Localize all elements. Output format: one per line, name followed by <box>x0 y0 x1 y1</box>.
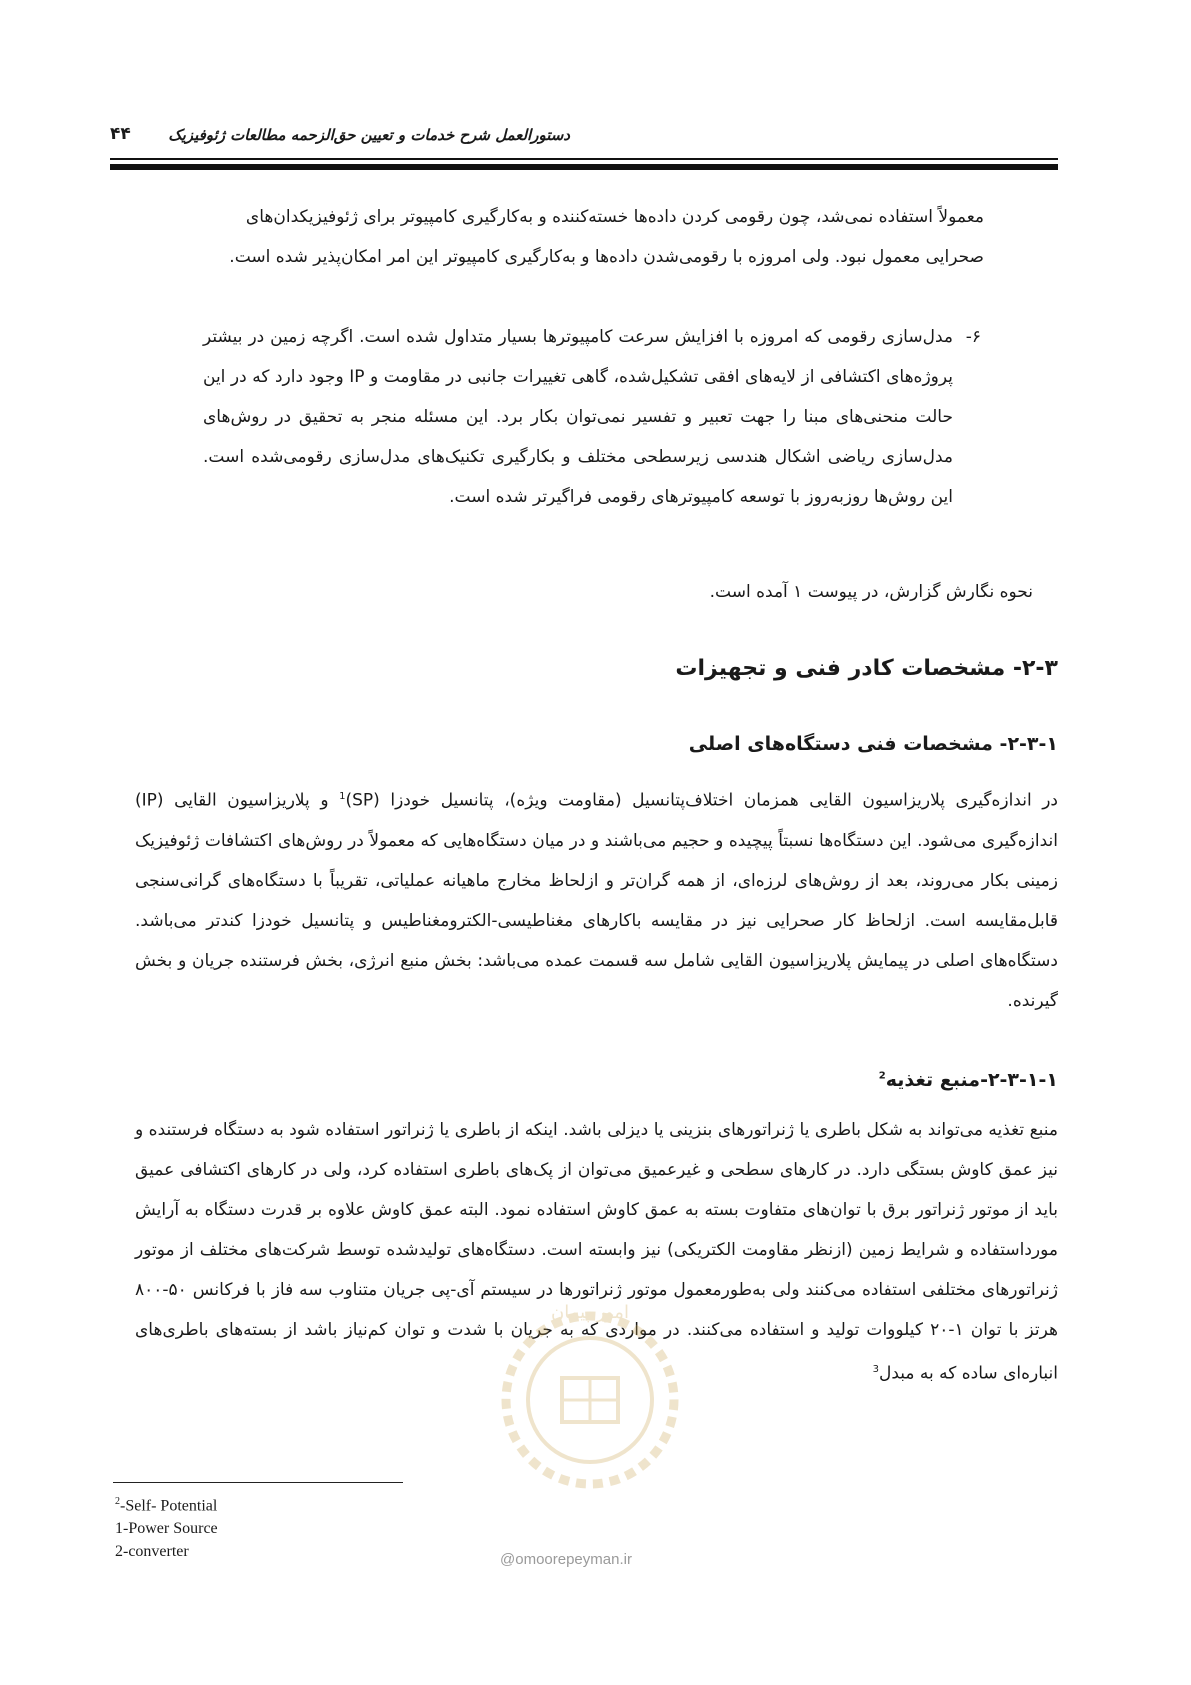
page-number: ۴۴ <box>110 124 131 144</box>
footnote-separator <box>113 1482 403 1483</box>
footnote-2: 1-Power Source <box>115 1520 218 1538</box>
footnote-3: 2-converter <box>115 1543 189 1561</box>
power-paragraph: منبع تغذیه می‌تواند به شکل باطری یا ژنراتورهای بنزینی یا دیزلی باشد. اینکه از باطری یا ژنراتور استفاده شود به دستگاه فرستنده و نیز عمق کاوش بستگی دارد. در کارهای سطحی و غیرعمیق می‌توان از پک‌های باطری استفاده کرد، ولی در کارهای اکتشافی عمیق باید از موتور ژنراتور برق با توان‌های متفاوت بسته به عمق کاوش استفاده نمود. البته عمق کاوش علاوه بر قدرت دستگاه به آرایش مورداستفاده و شرایط زمین (ازنظر مقاومت الکتریکی) نیز وابسته است. دستگاه‌های تولیدشده توسط شرکت‌های مختلف از موتور ژنراتورهای مختلفی استفاده می‌کنند ولی به‌طورمعمول موتور ژنراتورها در سیستم آی-پی جریان متناوب سه فاز با فرکانس ۵۰-۸۰۰ هرتز با توان ۱-۲۰ کیلووات تولید و استفاده می‌کنند. در مواردی که به جریان با شدت و توان کم‌نیاز باشد از بسته‌های باطری‌های انباره‌ای ساده که به مبدل$^3$ <box>135 1120 1058 1384</box>
footnote-1: $^2$-Self- Potential <box>115 1496 218 1515</box>
running-header <box>110 126 1058 150</box>
intro-line-2: صحرایی معمول نبود. ولی امروزه با رقومی‌شدن داده‌ها و به‌کارگیری کامپیوتر این امر امکان‌پذیر شده است. <box>229 247 984 267</box>
watermark-logo <box>490 1280 690 1520</box>
intro-paragraph <box>204 197 984 277</box>
footnote-ref-2: 2 <box>878 1070 886 1082</box>
list-item-text: مدل‌سازی رقومی که امروزه با افزایش سرعت کامپیوترها بسیار متداول شده است. اگرچه زمین در بیشتر پروژه‌های اکتشافی از لایه‌های افقی تشکیل‌شده، گاهی تغییرات جانبی در مقاومت و IP وجود دارد که در این حالت منحنی‌های مبنا را جهت تعبیر و تفسیر نمی‌توان بکار برد. این مسئله منجر به تحقیق در روش‌های مدل‌سازی ریاضی اشکال هندسی زیرسطحی مختلف و بکارگیری تکنیک‌های مدل‌سازی رقومی‌شده است. این روش‌ها روزبه‌روز با توسعه کامپیوترهای رقومی فراگیرتر شده است. <box>203 327 953 507</box>
intro-line-1: معمولاً استفاده نمی‌شد، چون رقومی کردن داده‌ها خسته‌کننده و به‌کارگیری کامپیوتر برای ژئوفیزیکدان‌های <box>245 207 984 227</box>
subsubsection-heading: ۲-۳-۱-۱-منبع تغذیه$^2$ <box>878 1069 1058 1091</box>
section-heading: ۲-۳- مشخصات کادر فنی و تجهیزات <box>675 656 1058 681</box>
watermark-logo-text: امور پیمان <box>551 1302 629 1323</box>
header-rule-thick <box>110 164 1058 170</box>
footnotes <box>115 1490 218 1563</box>
header-rule-thin <box>110 158 1058 160</box>
watermark-site: @omoorepeyman.ir <box>500 1551 632 1568</box>
report-note: نحوه نگارش گزارش، در پیوست ۱ آمده است. <box>709 582 1033 602</box>
list-item-number: ۶- <box>965 327 981 347</box>
subsection-heading: ۲-۳-۱- مشخصات فنی دستگاه‌های اصلی <box>688 733 1058 755</box>
header-title: دستورالعمل شرح خدمات و تعیین حق‌الزحمه مطالعات ژئوفیزیک <box>168 126 570 144</box>
footnote-ref-1: 1 <box>339 791 346 802</box>
list-item-6 <box>203 317 981 517</box>
devices-paragraph: در اندازه‌گیری پلاریزاسیون القایی همزمان اختلاف‌پتانسیل (مقاومت ویژه)، پتانسیل خودزا (SP)$^1$ و پلاریزاسیون القایی (IP) اندازه‌گیری می‌شود. این دستگاه‌ها نسبتاً پیچیده و حجیم می‌باشند و در میان دستگاه‌هایی که معمولاً در روش‌های اکتشافات ژئوفیزیک زمینی بکار می‌روند، بعد از روش‌های لرزه‌ای، از همه گران‌تر و ازلحاظ مخارج ماهیانه عملیاتی، تقریباً با دستگاه‌های گرانی‌سنجی قابل‌مقایسه است. ازلحاظ کار صحرایی نیز در مقایسه باکارهای مغناطیسی-الکترومغناطیس و پتانسیل خودزا کندتر می‌باشد. دستگاه‌های اصلی در پیمایش پلاریزاسیون القایی شامل سه قسمت عمده می‌باشد: بخش منبع انرژی، بخش فرستنده جریان و بخش گیرنده. <box>135 790 1058 1011</box>
footnote-ref-3: 3 <box>872 1364 879 1375</box>
